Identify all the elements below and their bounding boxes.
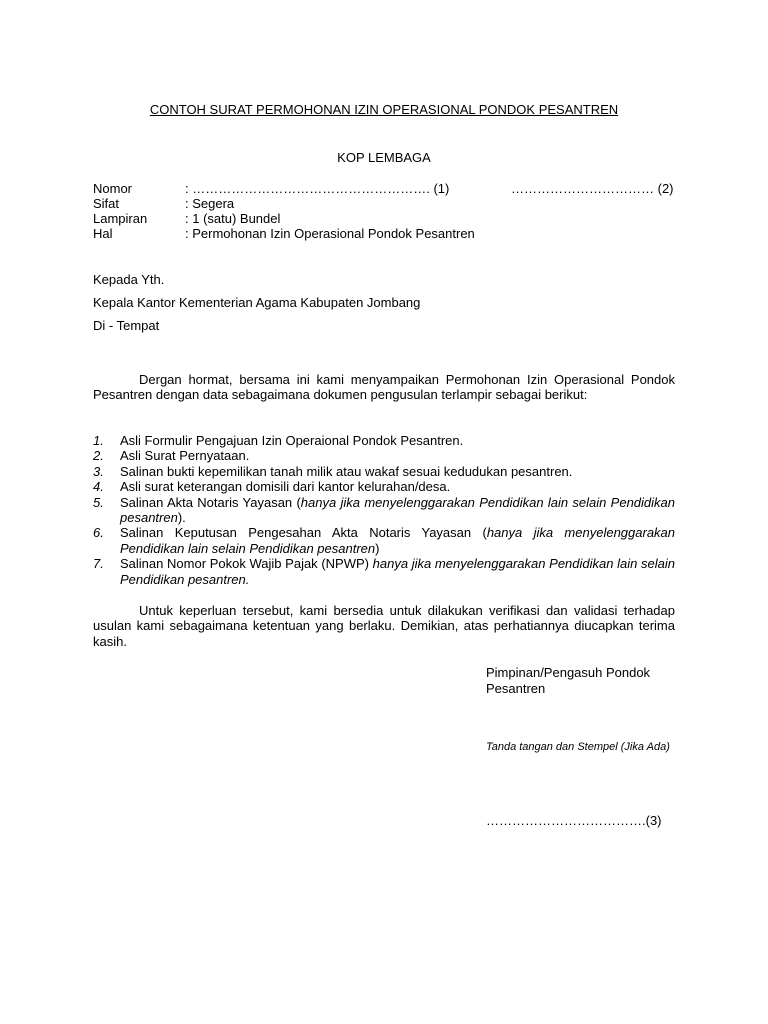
item-tail: ) bbox=[375, 540, 380, 556]
item-number: 7. bbox=[93, 556, 104, 572]
intro-paragraph: Dergan hormat, bersama ini kami menyampaikan Permohonan Izin Operasional Pondok Pesantren dengan data sebagaimana dokumen pengusulan terlampir sebagai berikut: bbox=[93, 372, 675, 403]
lampiran-label: Lampiran bbox=[93, 211, 148, 226]
item-italic-note: hanya jika menyelenggarakan Pendidikan lain selain Pendidikan pesantren bbox=[120, 494, 675, 526]
item-text: Asli Surat Pernyataan. bbox=[120, 448, 250, 464]
item-number: 6. bbox=[93, 525, 104, 541]
item-text: Salinan Keputusan Pengesahan Akta Notaris Yayasan ( bbox=[120, 525, 487, 541]
item-number: 2. bbox=[93, 448, 104, 464]
item-text: Salinan Akta Notaris Yayasan ( bbox=[120, 494, 301, 510]
item-number: 5. bbox=[93, 494, 104, 510]
recipient-place: Di - Tempat bbox=[93, 318, 160, 333]
signature-title: Pimpinan/Pengasuh Pondok Pesantren bbox=[486, 665, 651, 696]
item-number: 4. bbox=[93, 479, 104, 495]
item-italic-note: hanya jika menyelenggarakan Pendidikan lain selain Pendidikan pesantren bbox=[120, 525, 676, 556]
attachment-list bbox=[93, 433, 675, 587]
hal-value: : Permohonan Izin Operasional Pondok Pesantren bbox=[185, 226, 475, 241]
list-item bbox=[93, 464, 675, 479]
recipient-name: Kepala Kantor Kementerian Agama Kabupaten Jombang bbox=[93, 295, 421, 310]
item-italic-note: hanya jika menyelenggarakan Pendidikan lain selain Pendidikan pesantren. bbox=[120, 556, 675, 587]
item-text: Salinan bukti kepemilikan tanah milik atau wakaf sesuai kedudukan pesantren. bbox=[120, 463, 573, 479]
nomor-value: : ………………………………………………. (1) bbox=[185, 181, 450, 196]
list-item bbox=[93, 479, 675, 494]
item-text: Asli Formulir Pengajuan Izin Operaional Pondok Pesantren. bbox=[120, 433, 464, 448]
signature-name-line: ……………………………….(3) bbox=[486, 813, 662, 828]
hal-label: Hal bbox=[93, 226, 113, 241]
item-text: Asli surat keterangan domisili dari kantor kelurahan/desa. bbox=[120, 479, 451, 495]
item-number: 1. bbox=[93, 433, 104, 448]
item-tail: ). bbox=[177, 510, 186, 526]
list-item bbox=[93, 556, 675, 587]
nomor-label: Nomor bbox=[93, 181, 133, 196]
closing-paragraph: Untuk keperluan tersebut, kami bersedia untuk dilakukan verifikasi dan validasi terhadap usulan kami sebagaimana ketentuan yang berlaku. Demikian, atas perhatiannya diucapkan terima kasih. bbox=[93, 603, 675, 649]
document-title: CONTOH SURAT PERMOHONAN IZIN OPERASIONAL PONDOK PESANTREN bbox=[149, 102, 619, 117]
sifat-value: : Segera bbox=[185, 196, 235, 211]
item-text: Salinan Nomor Pokok Wajib Pajak (NPWP) bbox=[120, 556, 373, 572]
list-item bbox=[93, 525, 675, 556]
sifat-label: Sifat bbox=[93, 196, 120, 211]
signature-note: Tanda tangan dan Stempel (Jika Ada) bbox=[486, 741, 670, 753]
lampiran-value: : 1 (satu) Bundel bbox=[185, 211, 281, 226]
list-item bbox=[93, 448, 675, 463]
list-item bbox=[93, 495, 675, 526]
nomor-extra: …………………………… (2) bbox=[511, 181, 674, 196]
kop-lembaga: KOP LEMBAGA bbox=[337, 150, 431, 165]
recipient-greeting: Kepada Yth. bbox=[93, 272, 165, 287]
list-item bbox=[93, 433, 675, 448]
item-number: 3. bbox=[93, 463, 104, 479]
